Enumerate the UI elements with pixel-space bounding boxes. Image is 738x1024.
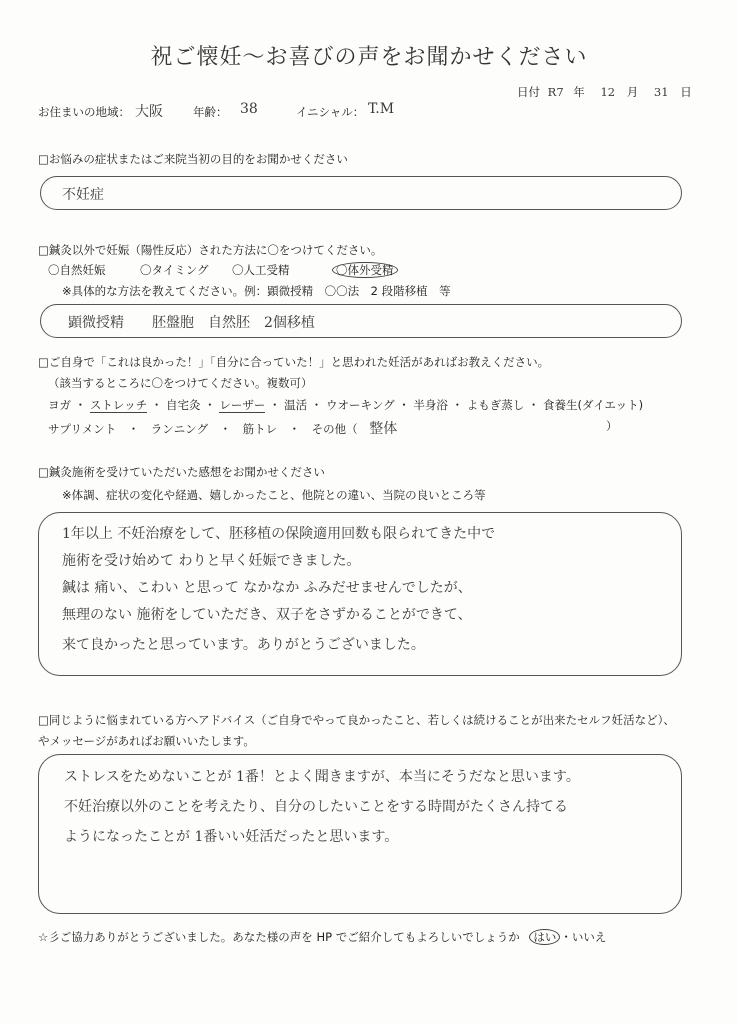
- q3-item-laser: レーザー: [219, 398, 266, 412]
- q3-line1: [48, 397, 643, 413]
- q2-label: □鍼灸以外で妊娠（陽性反応）された方法に〇をつけてください。: [38, 243, 383, 257]
- q2-option-natural: 〇自然妊娠: [48, 263, 106, 277]
- q3-item-yoga: ヨガ: [48, 398, 71, 412]
- q5-answer-line-1: ストレスをためないことが 1番！とよく聞きますが、本当にそうだなと思います。: [64, 769, 580, 785]
- footer-consent: [38, 929, 606, 945]
- q3-line2-suffix: ）: [606, 419, 618, 433]
- q3-sep-8: ・: [527, 398, 540, 412]
- page-title: 祝ご懐妊～お喜びの声をお聞かせください: [150, 45, 588, 70]
- q4-answer-line-1: 1年以上 不妊治療をして、胚移植の保険適用回数も限られてきた中で: [62, 526, 496, 542]
- q3-item-home-moxa: 自宅灸: [166, 398, 201, 412]
- q1-answer: 不妊症: [62, 187, 104, 203]
- q3-item-walking: ウオーキング: [325, 398, 395, 412]
- q4-answer-line-5: 来て良かったと思っています。ありがとうございました。: [62, 637, 425, 653]
- q2-answer: 顕微授精 胚盤胞 自然胚 2個移植: [68, 315, 315, 331]
- q2-note: ※具体的な方法を教えてください。例：顕微授精 〇〇法 2 段階移植 等: [62, 284, 451, 298]
- q4-note: ※体調、症状の変化や経過、嬉しかったこと、他院との違い、当院の良いところ等: [62, 488, 486, 502]
- q3-sep-3: ・: [204, 398, 216, 412]
- q3-sep-5: ・: [310, 398, 323, 412]
- footer-text: ☆彡ご協力ありがとうございました。あなた様の声を HP でご紹介してもよろしいでしょうか: [38, 930, 520, 944]
- q3-sep-2: ・: [150, 398, 163, 412]
- date-label: 日付: [517, 85, 540, 99]
- q3-line2: [48, 418, 397, 438]
- q3-line2-prefix: サプリメント ・ ランニング ・ 筋トレ ・ その他（: [48, 422, 358, 436]
- date-day-unit: 日: [680, 85, 692, 99]
- q3-sep-6: ・: [398, 398, 410, 412]
- q4-answer-line-2: 施術を受け始めて わりと早く妊娠できました。: [62, 553, 361, 569]
- region-value: 大阪: [135, 104, 163, 120]
- q2-option-ivf-circled: 〇体外受精: [332, 262, 398, 278]
- q3-sep-4: ・: [268, 398, 281, 412]
- q1-answer-box: [40, 176, 682, 210]
- date-month: 12: [600, 85, 616, 99]
- date-day: 31: [653, 85, 669, 99]
- q5-answer-line-3: ようになったことが 1番いい妊活だったと思います。: [64, 829, 399, 845]
- footer-no: いいえ: [571, 930, 607, 944]
- q2-option-artificial: 〇人工受精: [232, 263, 290, 277]
- q4-answer-line-4: 無理のない 施術をしていただき、双子をさずかることができて、: [62, 607, 472, 623]
- q5-label-2: やメッセージがあればお願いいたします。: [38, 734, 255, 748]
- q3-label: □ご自身で「これは良かった！」「自分に合っていた！」と思われた妊活があればお教えください。: [38, 355, 550, 369]
- q4-label: □鍼灸施術を受けていただいた感想をお聞かせください: [38, 465, 325, 479]
- q3-other-value: 整体: [369, 421, 398, 437]
- region-label: お住まいの地域：: [38, 105, 130, 119]
- date-year-unit: 年: [573, 85, 585, 99]
- date-month-unit: 月: [626, 85, 639, 99]
- q2-option-ivf: [332, 262, 398, 278]
- q3-sep-7: ・: [451, 398, 464, 412]
- q3-item-diet: 食養生(ダイエット): [543, 398, 644, 412]
- date-era: R7: [547, 85, 564, 99]
- date-row: [517, 84, 692, 100]
- q3-sep-1: ・: [74, 398, 87, 412]
- initial-label: イニシャル：: [296, 105, 365, 119]
- q2-option-timing: 〇タイミング: [140, 263, 209, 277]
- q5-label: □同じように悩まれている方へアドバイス（ご自身でやって良かったこと、若しくは続けることが出来たセルフ妊活など）、: [38, 713, 675, 727]
- footer-sep: ・: [560, 930, 572, 944]
- age-value: 38: [240, 101, 258, 117]
- initial-value: T.M: [368, 101, 395, 117]
- q3-item-warming: 温活: [284, 398, 308, 412]
- q3-item-stretch: ストレッチ: [89, 398, 148, 412]
- q3-sub: （該当するところに〇をつけてください。複数可）: [48, 376, 313, 390]
- q4-answer-line-3: 鍼は 痛い、こわい と思って なかなか ふみだせませんでしたが、: [62, 580, 472, 596]
- q3-item-half-bath: 半身浴: [413, 398, 448, 412]
- q3-item-yomogi: よもぎ蒸し: [466, 398, 525, 412]
- q5-answer-line-2: 不妊治療以外のことを考えたり、自分のしたいことをする時間がたくさん持てる: [64, 799, 568, 815]
- footer-yes-circled: はい: [529, 929, 560, 945]
- age-label: 年齢：: [193, 105, 228, 119]
- q1-label: □お悩みの症状またはご来院当初の目的をお聞かせください: [38, 152, 348, 166]
